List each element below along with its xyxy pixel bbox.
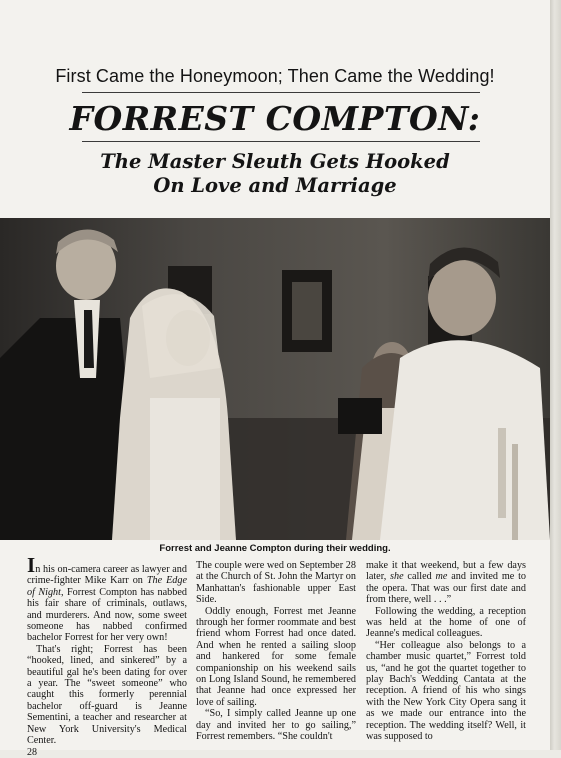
paragraph-6-text-b: called (403, 571, 436, 583)
paragraph-1-text-b: , Forrest Compton has nabbed his fair share of criminals, outlaws, and murderers. And now, some sweet someone has nabbed confirmed bachelor Forrest for her very own! (27, 586, 187, 644)
kicker: First Came the Honeymoon; Then Came the Wedding! (55, 66, 495, 86)
subhead-line-2: On Love and Marriage (153, 174, 397, 197)
headline-rule-top (82, 92, 480, 93)
paragraph-5: “So, I simply called Jeanne up one day and invited her to go sailing,” Forrest remembers. “She couldn't (196, 708, 356, 743)
photo-caption: Forrest and Jeanne Compton during their wedding. (159, 543, 391, 554)
paragraph-7: Following the wedding, a reception was held at the home of one of Jeanne's medical colleagues. (366, 605, 526, 640)
subhead-line-1: The Master Sleuth Gets Hooked (100, 150, 450, 173)
headline: FORREST COMPTON: (69, 99, 481, 138)
body-column-3 (366, 560, 526, 743)
paragraph-8: “Her colleague also belongs to a chamber music quartet,” Forrest told us, “and he got the quartet together to play Bach's Wedding Cantata at the reception. A friend of his who sings with the New York City Opera sang it as we made our entrance into the reception. The wedding itself? Well, it was supposed to (366, 639, 526, 743)
paragraph-2: That's right; Forrest has been “hooked, lined, and sinkered” by a beautiful gal he's been dating for over a year. The “sweet someone” who caught this formerly perennial bachelor off-guard is Jeanne Sementini, a teacher and researcher at New York University's Medical Center. (27, 643, 187, 747)
paragraph-6 (366, 560, 526, 606)
paragraph-4: Oddly enough, Forrest met Jeanne through her former roommate and best friend whom Forrest had once dated. And when he rented a sailing sloop and hankered for some female companionship on his weekend sails on Long Island Sound, he remembered that Jeanne had once expressed her love of sailing. (196, 605, 356, 708)
paragraph-3: The couple were wed on September 28 at the Church of St. John the Martyr on Manhattan's fashionable upper East Side. (196, 560, 356, 606)
next-page-edge (550, 0, 561, 750)
subhead (0, 150, 550, 198)
paragraph-1 (27, 553, 187, 644)
show-title: The Edge of Night (27, 575, 187, 598)
drop-cap: I (27, 553, 36, 577)
emphasis-she: she (390, 571, 404, 583)
paragraph-6-text-a: make it that weekend, but a few days later, (366, 560, 526, 583)
emphasis-me: me (435, 571, 448, 583)
wedding-photo-image (0, 218, 550, 540)
body-column-1 (27, 553, 187, 758)
headline-rule-bottom (82, 141, 480, 142)
body-column-2 (196, 560, 356, 743)
wedding-photo (0, 218, 550, 540)
page-number: 28 (27, 746, 37, 758)
paragraph-6-text-c: and invited me to the opera. That was our first date and from there, well . . .” (366, 571, 526, 606)
paragraph-1-text-a: n his on-camera career as lawyer and crime-fighter Mike Karr on (27, 564, 187, 587)
